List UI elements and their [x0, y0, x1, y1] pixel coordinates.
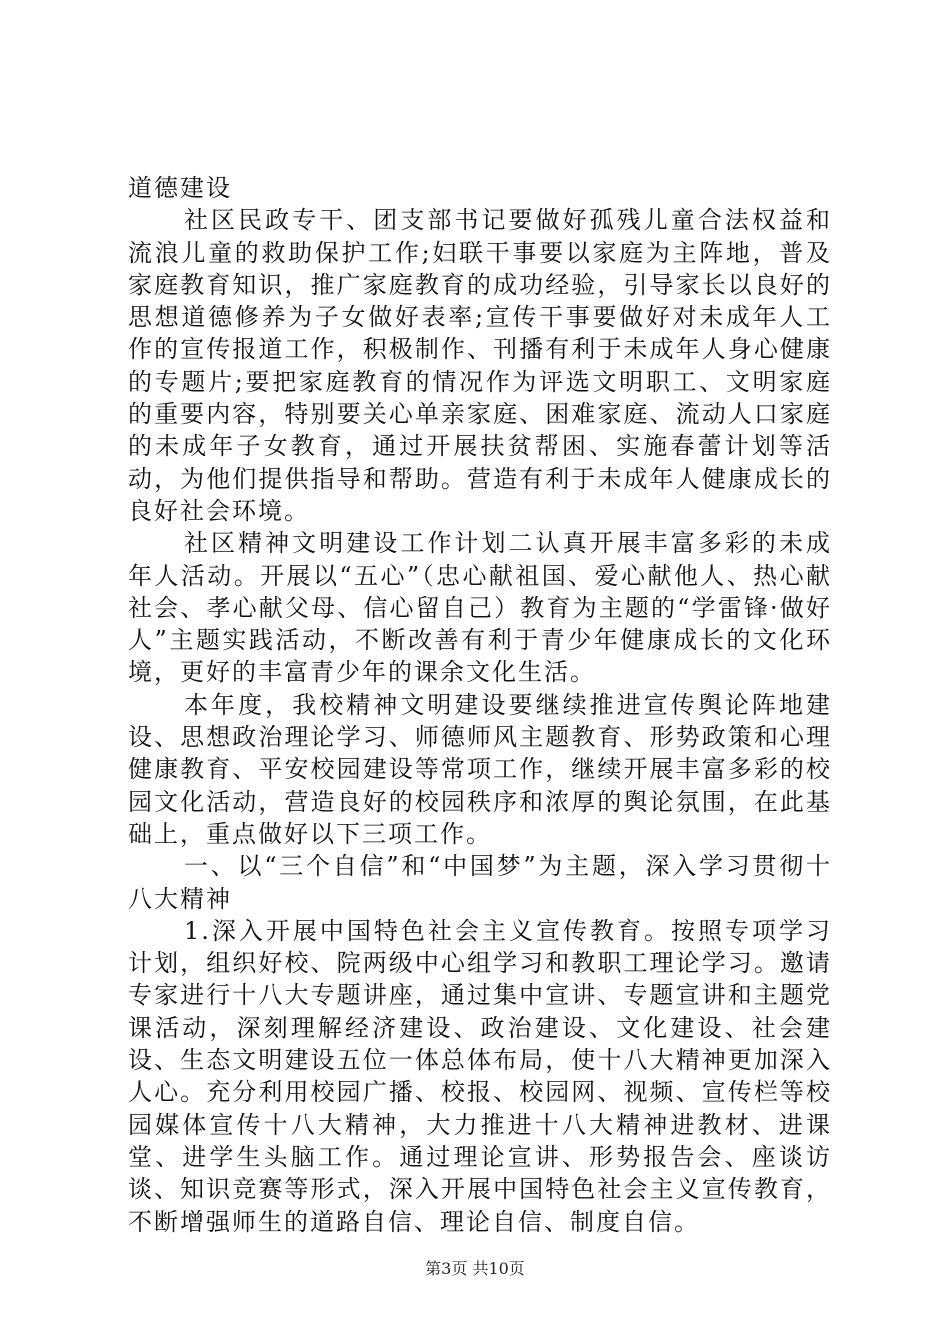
section-heading-one: 一、以“三个自信”和“中国梦”为主题，深入学习贯彻十八大精神 — [128, 852, 832, 913]
paragraph-community-duties: 社区民政专干、团支部书记要做好孤残儿童合法权益和流浪儿童的救助保护工作;妇联干事要以家庭为主阵地，普及家庭教育知识，推广家庭教育的成功经验，引导家长以良好的思想道德修养为子女做好表率;宣传干事要做好对未成年人工作的宣传报道工作，积极制作、刊播有利于未成年人身心健康的专题片;要把家庭教育的情况作为评选文明职工、文明家庭的重要内容，特别要关心单亲家庭、困难家庭、流动人口家庭的未成年子女教育，通过开展扶贫帮困、实施春蕾计划等活动，为他们提供指导和帮助。营造有利于未成年人健康成长的良好社会环境。 — [128, 206, 832, 525]
page-number-footer: 第3页 共10页 — [425, 1259, 525, 1278]
paragraph-heading-continuation: 道德建设 — [128, 174, 232, 202]
paragraph-minor-activities: 社区精神文明建设工作计划二认真开展丰富多彩的未成年人活动。开展以“五心”（忠心献祖国、爱心献他人、热心献社会、孝心献父母、信心留自己）教育为主题的“学雷锋·做好人”主题实践活动，不断改善有利于青少年健康成长的文化环境，更好的丰富青少年的课余文化生活。 — [128, 529, 832, 687]
document-body — [128, 172, 832, 1238]
paragraph-annual-plan: 本年度，我校精神文明建设要继续推进宣传舆论阵地建设、思想政治理论学习、师德师风主题教育、形势政策和心理健康教育、平安校园建设等常项工作，继续开展丰富多彩的校园文化活动，营造良好的校园秩序和浓厚的舆论氛围，在此基础上，重点做好以下三项工作。 — [128, 690, 832, 848]
paragraph-socialism-education: 1.深入开展中国特色社会主义宣传教育。按照专项学习计划，组织好校、院两级中心组学习和教职工理论学习。邀请专家进行十八大专题讲座，通过集中宣讲、专题宣讲和主题党课活动，深刻理解经济建设、政治建设、文化建设、社会建设、生态文明建设五位一体总体布局，使十八大精神更加深入人心。充分利用校园广播、校报、校园网、视频、宣传栏等校园媒体宣传十八大精神，大力推进十八大精神进教材、进课堂、进学生头脑工作。通过理论宣讲、形势报告会、座谈访谈、知识竞赛等形式，深入开展中国特色社会主义宣传教育，不断增强师生的道路自信、理论自信、制度自信。 — [128, 916, 832, 1236]
